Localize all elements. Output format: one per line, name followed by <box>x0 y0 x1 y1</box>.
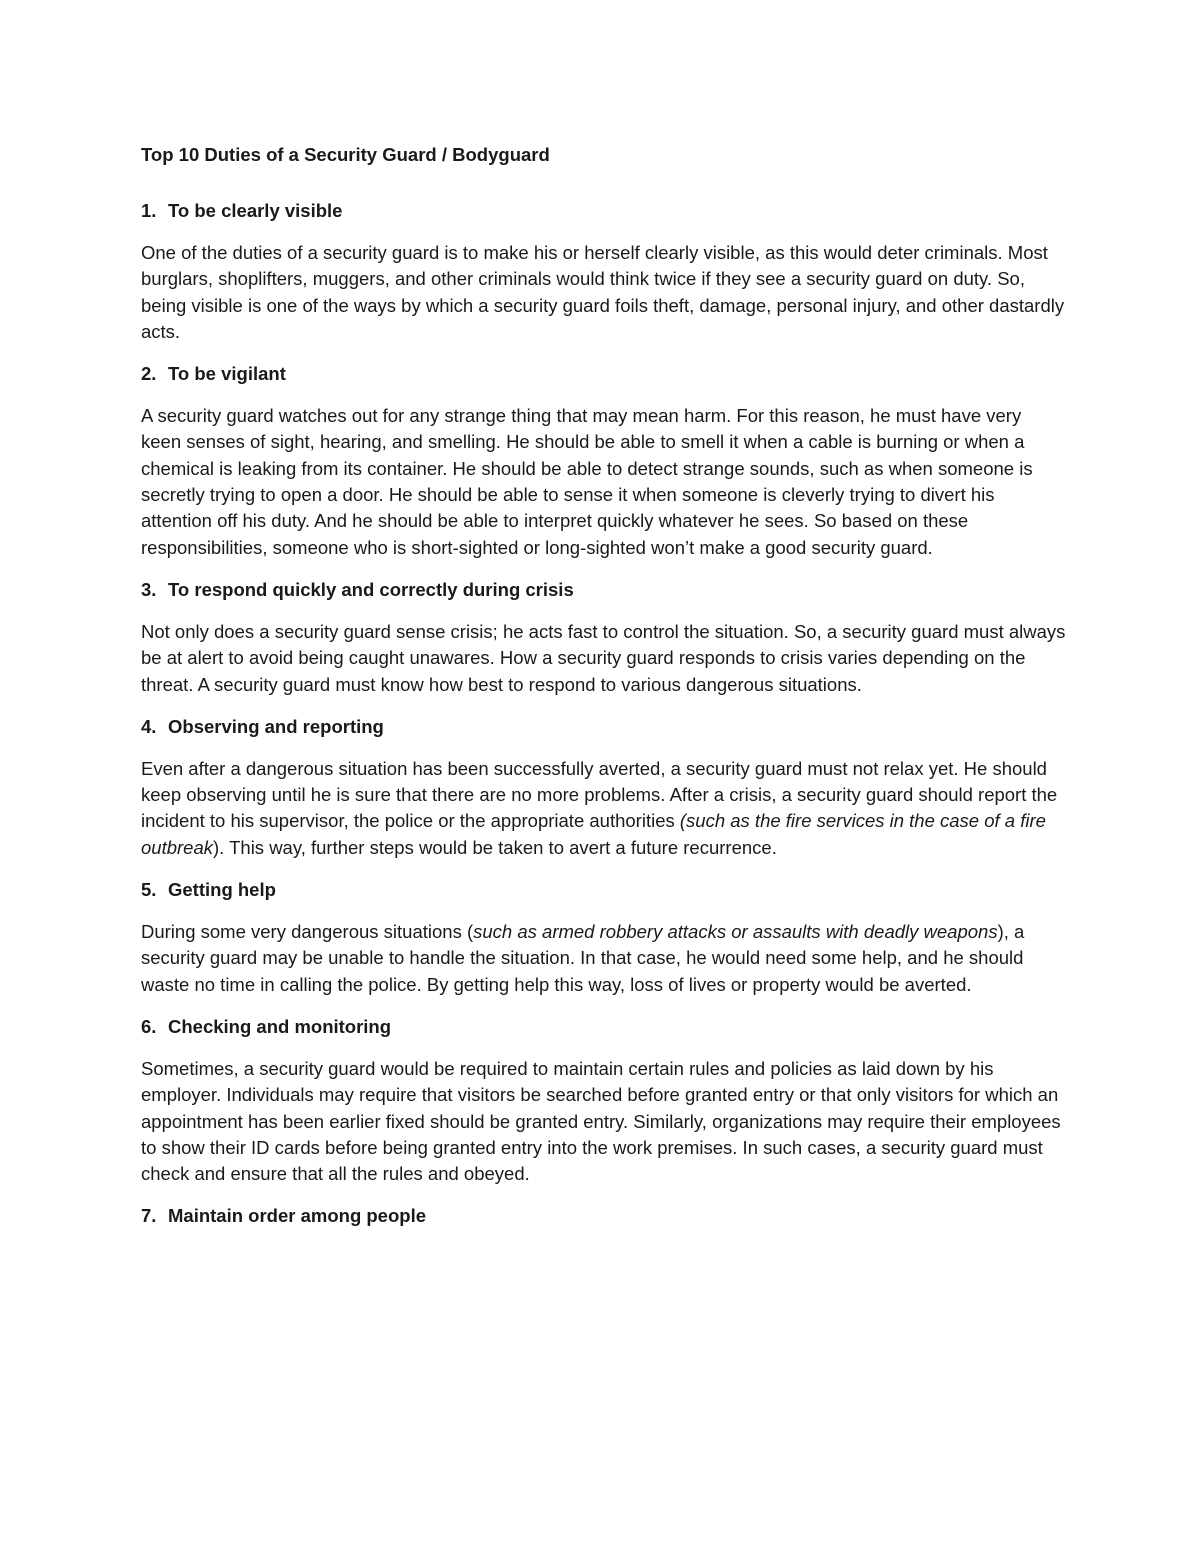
duty-heading <box>141 877 1066 903</box>
duty-heading-text: To be clearly visible <box>168 200 343 221</box>
duty-paragraph-text: A security guard watches out for any strange thing that may mean harm. For this reason, he must have very keen senses of sight, hearing, and smelling. He should be able to smell it when a cable is burning or when a chemical is leaking from its container. He should be able to detect strange sounds, such as when someone is secretly trying to open a door. He should be able to sense it when someone is cleverly trying to divert his attention off his duty. And he should be able to interpret quickly whatever he sees. So based on these responsibilities, someone who is short-sighted or long-sighted won’t make a good security guard. <box>141 405 1033 558</box>
duty-paragraph <box>141 619 1066 698</box>
duty-paragraph <box>141 240 1066 345</box>
duty-heading <box>141 361 1066 387</box>
duty-heading <box>141 198 1066 224</box>
duty-section <box>141 1014 1066 1187</box>
duty-paragraph-text: Even after a dangerous situation has been successfully averted, a security guard must not relax yet. He should keep observing until he is sure that there are no more problems. After a crisis, a security guard should report the incident to his supervisor, the police or the appropriate authorities <box>141 757 1058 832</box>
duty-heading-text: Maintain order among people <box>168 1205 426 1227</box>
duty-heading <box>141 577 1066 603</box>
duty-number: 4. <box>141 715 157 737</box>
duty-paragraph <box>141 1056 1066 1187</box>
duty-paragraph-text: During some very dangerous situations ( <box>141 921 474 943</box>
duty-paragraph-text: One of the duties of a security guard is to make his or herself clearly visible, as this would deter criminals. Most burglars, shoplifters, muggers, and other criminals would think twice if they see a security guard on duty. So, being visible is one of the ways by which a security guard foils theft, damage, personal injury, and other dastardly acts. <box>141 242 1065 342</box>
document-title: Top 10 Duties of a Security Guard / Bodyguard <box>141 144 550 165</box>
duty-number: 2. <box>141 363 157 385</box>
duty-paragraph-text: Sometimes, a security guard would be required to maintain certain rules and policies as laid down by his employer. Individuals may require that visitors be searched before granted entry or that only visitors for which an appointment has been earlier fixed should be granted entry. Similarly, organizations may require their employees to show their ID cards before being granted entry into the work premises. In such cases, a security guard must check and ensure that all the rules and obeyed. <box>141 1057 1061 1185</box>
duty-section <box>141 577 1066 698</box>
duty-section <box>141 714 1066 861</box>
duty-number: 6. <box>141 1015 157 1037</box>
duty-heading <box>141 1014 1066 1040</box>
duty-paragraph-italic-text: such as armed robbery attacks or assaults with deadly weapons <box>473 921 998 943</box>
duty-section <box>141 877 1066 998</box>
duty-section <box>141 198 1066 345</box>
duty-heading-text: Getting help <box>168 879 276 901</box>
duty-section <box>141 361 1066 561</box>
duty-paragraph-text: ), a security guard may be unable to handle the situation. In that case, he would need some help, and he should waste no time in calling the police. By getting help this way, loss of lives or property would be averted. <box>141 921 1025 995</box>
duty-heading-text: Checking and monitoring <box>168 1015 392 1037</box>
duty-heading-text: To respond quickly and correctly during crisis <box>168 578 574 600</box>
duty-paragraph-text: Not only does a security guard sense crisis; he acts fast to control the situation. So, a security guard must always be at alert to avoid being caught unawares. How a security guard responds to crisis varies depending on the threat. A security guard must know how best to respond to various dangerous situations. <box>141 620 1066 695</box>
duty-paragraph <box>141 756 1066 861</box>
duty-section <box>141 1203 1066 1229</box>
duty-heading <box>141 714 1066 740</box>
duty-paragraph-italic-text: (such as the fire services in the case of a fire outbreak <box>141 810 1046 858</box>
duty-paragraph <box>141 919 1066 998</box>
duty-number: 7. <box>141 1205 157 1227</box>
duty-heading-text: To be vigilant <box>168 363 286 385</box>
duty-heading <box>141 1203 1066 1229</box>
duty-heading-text: Observing and reporting <box>168 715 384 737</box>
document-content <box>141 142 1066 1245</box>
duty-number: 5. <box>141 879 157 901</box>
duty-number: 3. <box>141 578 157 600</box>
duty-paragraph <box>141 403 1066 561</box>
duties-list <box>141 198 1066 1229</box>
duty-paragraph-text: ). This way, further steps would be taken to avert a future recurrence. <box>213 836 777 858</box>
duty-number: 1. <box>141 200 157 221</box>
